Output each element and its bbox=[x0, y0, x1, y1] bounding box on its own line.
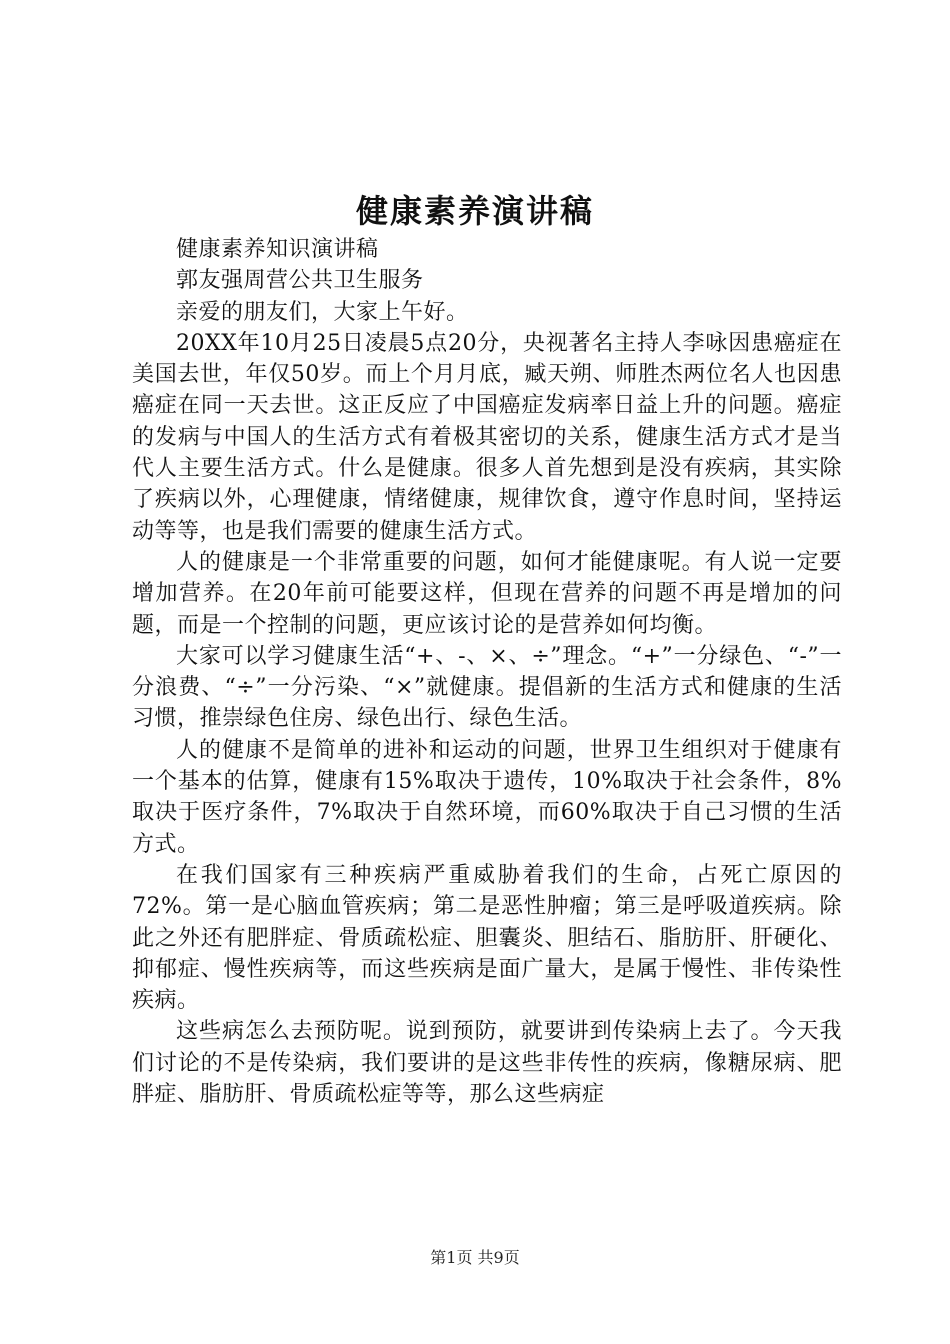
paragraph-author: 郭友强周营公共卫生服务 bbox=[176, 268, 424, 294]
page-number-footer: 第1页 共9页 bbox=[430, 1248, 520, 1267]
paragraph: 人的健康不是简单的进补和运动的问题，世界卫生组织对于健康有一个基本的估算，健康有15%取决于遗传，10%取决于社会条件，8%取决于医疗条件，7%取决于自然环境，而60%取决于自己习惯的生活方式。 bbox=[132, 737, 842, 857]
paragraph: 20XX年10月25日凌晨5点20分，央视著名主持人李咏因患癌症在美国去世，年仅50岁。而上个月月底，臧天朔、师胜杰两位名人也因患癌症在同一天去世。这正反应了中国癌症发病率日益上升的问题。癌症的发病与中国人的生活方式有着极其密切的关系，健康生活方式才是当代人主要生活方式。什么是健康。很多人首先想到是没有疾病，其实除了疾病以外，心理健康，情绪健康，规律饮食，遵守作息时间，坚持运动等等，也是我们需要的健康生活方式。 bbox=[132, 330, 842, 544]
paragraph: 在我们国家有三种疾病严重威胁着我们的生命，占死亡原因的72%。第一是心脑血管疾病；第二是恶性肿瘤；第三是呼吸道疾病。除此之外还有肥胖症、骨质疏松症、胆囊炎、胆结石、脂肪肝、肝硬化、抑郁症、慢性疾病等，而这些疾病是面广量大，是属于慢性、非传染性疾病。 bbox=[132, 862, 842, 1014]
paragraph-greeting: 亲爱的朋友们，大家上午好。 bbox=[176, 299, 469, 325]
paragraph: 这些病怎么去预防呢。说到预防，就要讲到传染病上去了。今天我们讨论的不是传染病，我们要讲的是这些非传性的疾病，像糖尿病、肥胖症、脂肪肝、骨质疏松症等等，那么这些病症 bbox=[132, 1019, 842, 1108]
paragraph: 人的健康是一个非常重要的问题，如何才能健康呢。有人说一定要增加营养。在20年前可能要这样，但现在营养的问题不再是增加的问题，而是一个控制的问题，更应该讨论的是营养如何均衡。 bbox=[132, 549, 842, 638]
paragraph: 大家可以学习健康生活“+、-、×、÷”理念。“+”一分绿色、“-”一分浪费、“÷”一分污染、“×”就健康。提倡新的生活方式和健康的生活习惯，推崇绿色住房、绿色出行、绿色生活。 bbox=[132, 643, 842, 732]
document-title: 健康素养演讲稿 bbox=[355, 192, 594, 230]
document-body bbox=[132, 234, 842, 1110]
paragraph-subtitle: 健康素养知识演讲稿 bbox=[176, 237, 379, 262]
